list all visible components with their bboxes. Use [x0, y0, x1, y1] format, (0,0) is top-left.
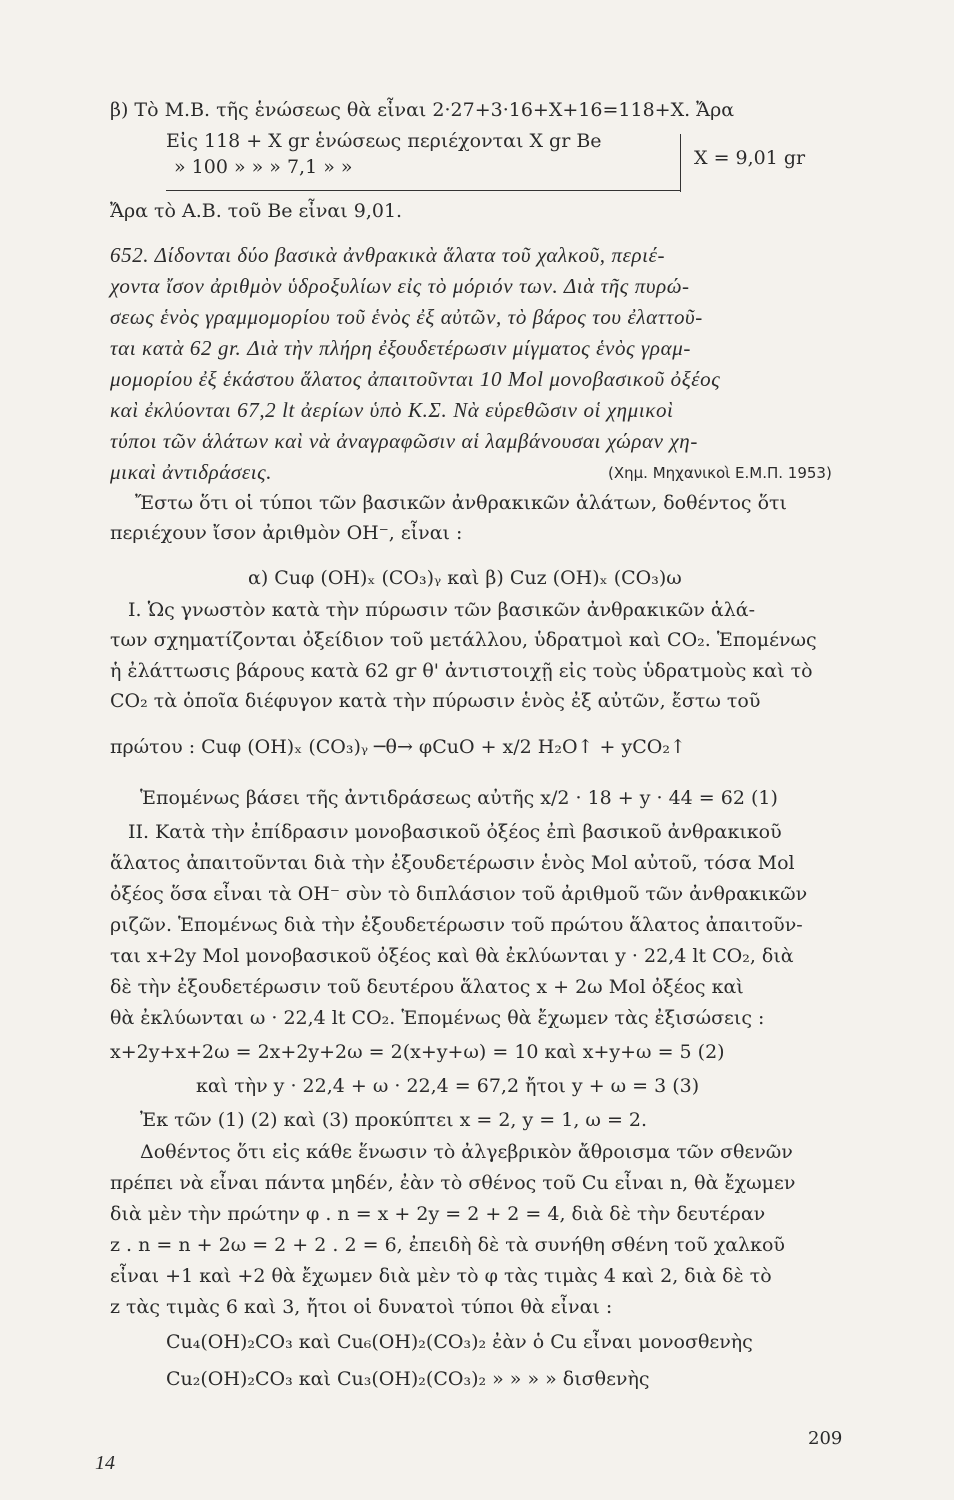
solution-line: z . n = n + 2ω = 2 + 2 . 2 = 6, ἐπειδὴ δὲ τὰ συνήθη σθένη τοῦ χαλκοῦ	[110, 1234, 785, 1256]
solution-line: θὰ ἐκλύωνται ω · 22,4 lt CO₂. Ἑπομένως θὰ ἔχωμεν τὰς ἐξισώσεις :	[110, 1007, 765, 1029]
solution-line: CO₂ τὰ ὁποῖα διέφυγον κατὰ τὴν πύρωσιν ἑνὸς ἐξ αὐτῶν, ἔστω τοῦ	[110, 690, 761, 712]
formula-result-2: Cu₂(OH)₂CO₃ καὶ Cu₃(OH)₂(CO₃)₂ » » » » δισθενὴς	[166, 1368, 650, 1390]
problem-line-3: σεως ἑνὸς γραμμομορίου τοῦ ἑνὸς ἐξ αὐτῶν, τὸ βάρος του ἐλαττοῦ-	[110, 305, 703, 329]
table-vertical-rule	[680, 134, 681, 192]
problem-line-6: καὶ ἐκλύονται 67,2 lt ἀερίων ὑπὸ Κ.Σ. Νὰ εὑρεθῶσιν οἱ χημικοὶ	[110, 398, 674, 422]
solution-line: Δοθέντος ὅτι εἰς κάθε ἕνωσιν τὸ ἀλγεβρικὸν ἄθροισμα τῶν σθενῶν	[140, 1141, 793, 1163]
problem-line-5: μομορίου ἐξ ἑκάστου ἅλατος ἀπαιτοῦνται 10 Mol μονοβασικοῦ ὀξέος	[110, 367, 721, 391]
ratio-result: X = 9,01 gr	[694, 147, 806, 169]
solution-line: διὰ μὲν τὴν πρώτην φ . n = x + 2y = 2 + 2 = 4, διὰ δὲ τὴν δευτέραν	[110, 1203, 766, 1225]
problem-source: (Χημ. Μηχανικοὶ Ε.Μ.Π. 1953)	[608, 464, 832, 482]
solution-line: ΙΙ. Κατὰ τὴν ἐπίδρασιν μονοβασικοῦ ὀξέος ἐπὶ βασικοῦ ἀνθρακικοῦ	[128, 821, 782, 843]
page-number-left: 14	[95, 1452, 115, 1474]
solution-line: ὀξέος ὅσα εἶναι τὰ OH⁻ σὺν τὸ διπλάσιον τοῦ ἀριθμοῦ τῶν ἀνθρακικῶν	[110, 883, 808, 905]
solution-line: ἅλατος ἀπαιτοῦνται διὰ τὴν ἐξουδετέρωσιν ἑνὸς Mol αὐτοῦ, τόσα Mol	[110, 852, 795, 874]
page-number-right: 209	[808, 1428, 843, 1449]
ratio-row-1: Εἰς 118 + X gr ἑνώσεως περιέχονται X gr Be	[166, 130, 602, 152]
solution-line: δὲ τὴν ἐξουδετέρωσιν τοῦ δευτέρου ἅλατος x + 2ω Mol ὀξέος καὶ	[110, 976, 744, 998]
problem-line-4: ται κατὰ 62 gr. Διὰ τὴν πλήρη ἐξουδετέρωσιν μίγματος ἑνὸς γραμ-	[110, 336, 691, 360]
problem-line-1: 652. Δίδονται δύο βασικὰ ἀνθρακικὰ ἅλατα τοῦ χαλκοῦ, περιέ-	[110, 243, 666, 267]
solution-line: ριζῶν. Ἑπομένως διὰ τὴν ἐξουδετέρωσιν τοῦ πρώτου ἅλατος ἀπαιτοῦν-	[110, 914, 803, 936]
equation-1: Ἑπομένως βάσει τῆς ἀντιδράσεως αὐτῆς x/2 · 18 + y · 44 = 62 (1)	[140, 787, 778, 809]
reaction-equation: πρώτου : Cuφ (OH)ₓ (CO₃)ᵧ ─θ→ φCuO + x/2 H₂O↑ + yCO₂↑	[110, 736, 686, 758]
table-horizontal-rule	[166, 190, 680, 191]
solution-line: ται x+2y Mol μονοβασικοῦ ὀξέος καὶ θὰ ἐκλύωνται y · 22,4 lt CO₂, διὰ	[110, 945, 794, 967]
equation-2: x+2y+x+2ω = 2x+2y+2ω = 2(x+y+ω) = 10 καὶ x+y+ω = 5 (2)	[110, 1041, 725, 1063]
solution-line: πρέπει νὰ εἶναι πάντα μηδέν, ἐὰν τὸ σθένος τοῦ Cu εἶναι n, θὰ ἔχωμεν	[110, 1172, 796, 1194]
formula-line: α) Cuφ (OH)ₓ (CO₃)ᵧ καὶ β) Cuz (OH)ₓ (CO₃)ω	[248, 567, 682, 589]
solution-line: z τὰς τιμὰς 6 καὶ 3, ἤτοι οἱ δυνατοὶ τύποι θὰ εἶναι :	[110, 1296, 613, 1318]
solution-line: εἶναι +1 καὶ +2 θὰ ἔχωμεν διὰ μὲν τὸ φ τὰς τιμὰς 4 καὶ 2, διὰ δὲ τὸ	[110, 1265, 772, 1287]
solution-line: Ἔστω ὅτι οἱ τύποι τῶν βασικῶν ἀνθρακικῶν ἁλάτων, δοθέντος ὅτι	[135, 492, 787, 514]
solution-result: Ἐκ τῶν (1) (2) καὶ (3) προκύπτει x = 2, y = 1, ω = 2.	[140, 1109, 648, 1131]
solution-line: ἡ ἐλάττωσις βάρους κατὰ 62 gr θ' ἀντιστοιχῇ εἰς τοὺς ὑδρατμοὺς καὶ τὸ	[110, 660, 813, 682]
problem-line-2: χοντα ἴσον ἀριθμὸν ὑδροξυλίων εἰς τὸ μόριόν των. Διὰ τῆς πυρώ-	[110, 274, 690, 298]
problem-line-7: τύποι τῶν ἁλάτων καὶ νὰ ἀναγραφῶσιν αἱ λαμβάνουσαι χώραν χη-	[110, 429, 698, 453]
ratio-row-2: » 100 » » » 7,1 » »	[174, 156, 353, 178]
solution-line: Ι. Ὡς γνωστὸν κατὰ τὴν πύρωσιν τῶν βασικῶν ἀνθρακικῶν ἁλά-	[128, 599, 755, 621]
ratio-table	[166, 128, 602, 180]
solution-line: των σχηματίζονται ὀξείδιον τοῦ μετάλλου, ὑδρατμοὶ καὶ CO₂. Ἑπομένως	[110, 629, 817, 651]
solution-line: περιέχουν ἴσον ἀριθμὸν OH⁻, εἶναι :	[110, 522, 463, 544]
line-l04: Ἄρα τὸ Α.Β. τοῦ Be εἶναι 9,01.	[110, 200, 403, 222]
problem-line-8: μικαὶ ἀντιδράσεις.	[110, 460, 273, 484]
line-l01: β) Τὸ Μ.Β. τῆς ἑνώσεως θὰ εἶναι 2·27+3·16+X+16=118+X. Ἄρα	[110, 99, 735, 121]
equation-3: καὶ τὴν y · 22,4 + ω · 22,4 = 67,2 ἤτοι y + ω = 3 (3)	[196, 1075, 700, 1097]
formula-result-1: Cu₄(OH)₂CO₃ καὶ Cu₆(OH)₂(CO₃)₂ ἐὰν ὁ Cu εἶναι μονοσθενὴς	[166, 1331, 753, 1353]
